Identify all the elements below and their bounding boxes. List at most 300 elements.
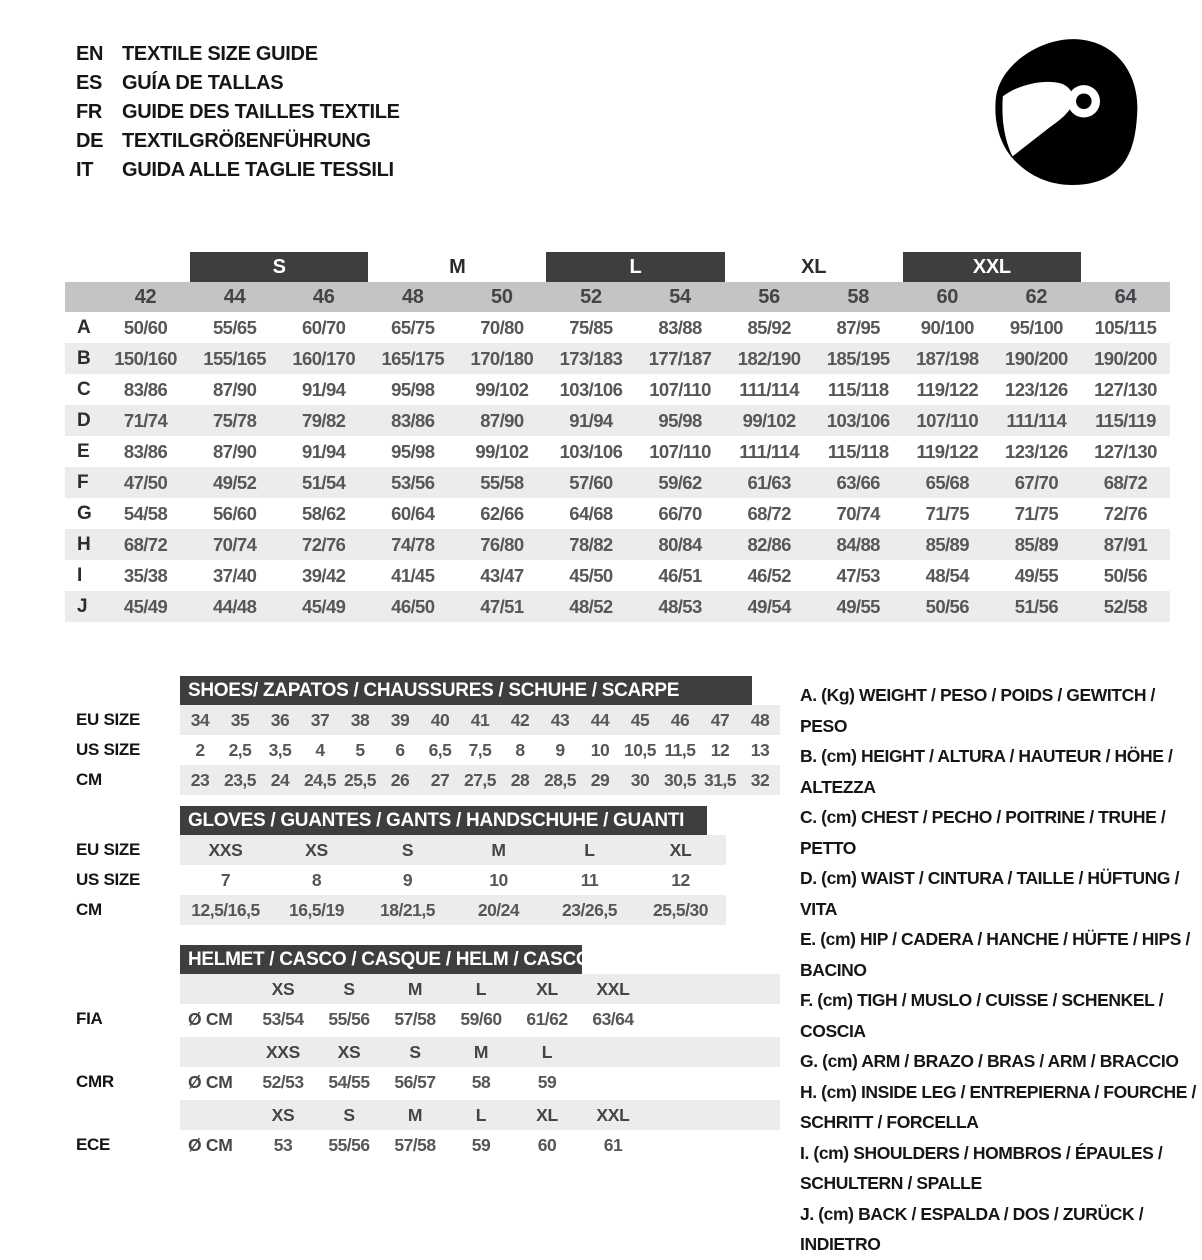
shoes-us-cell: 8 (515, 739, 525, 760)
shoes-us-cell: 2 (195, 739, 205, 760)
measurement-rows (65, 312, 1170, 622)
helmet-size-cell: L (475, 978, 487, 999)
measurement-cell: 78/82 (569, 533, 613, 555)
guide-title: GUÍA DE TALLAS (122, 72, 284, 94)
measurement-cell: 190/200 (1094, 347, 1157, 369)
measurement-cell: 70/74 (212, 533, 257, 555)
gloves-cm-cell: 23/26,5 (562, 899, 617, 920)
helmet-size-cell: M (407, 978, 423, 999)
measurement-cell: 80/84 (658, 533, 702, 555)
shoes-eu-cell: 43 (550, 709, 570, 730)
table-row (65, 374, 1170, 405)
measurement-cell: 43/47 (480, 564, 524, 586)
measurement-cell: 119/122 (916, 440, 979, 462)
legend-item: G. (cm) ARM / BRAZO / BRAS / ARM / BRACCIO (800, 1051, 1179, 1071)
shoes-us-cell: 13 (750, 739, 770, 760)
helmet-cm-cell: 60 (537, 1134, 557, 1155)
measurement-cell: 173/183 (559, 347, 623, 369)
gloves-eu-cell: L (584, 839, 595, 860)
helmet-cm-cell: 61/62 (526, 1008, 568, 1029)
helmet-cm-cell: 56/57 (394, 1071, 436, 1092)
measurement-cell: 107/110 (649, 378, 711, 400)
shoes-cm-cell: 28 (510, 769, 530, 790)
measurement-cell: 85/89 (1014, 533, 1059, 555)
numeric-size-cell: 42 (134, 285, 157, 308)
helmet-values-row (180, 1004, 780, 1034)
measurement-cell: 48/54 (925, 564, 969, 586)
shoes-cm-cell: 29 (590, 769, 610, 790)
diameter-unit-label: Ø CM (188, 1008, 233, 1029)
measurement-cell: 49/52 (212, 471, 257, 493)
ece-standard-label: ECE (76, 1135, 111, 1154)
helmet-cm-cell: 59 (537, 1071, 557, 1092)
legend-item: B. (cm) HEIGHT / ALTURA / HAUTEUR / HÖHE / ALTEZZA (800, 746, 1173, 797)
measurement-cell: 37/40 (212, 564, 257, 586)
measurement-cell: 57/60 (569, 471, 613, 493)
shoes-us-cell: 6,5 (428, 739, 452, 760)
shoes-us-cell: 6 (395, 739, 405, 760)
shoes-us-cell: 2,5 (228, 739, 252, 760)
diameter-unit-label: Ø CM (188, 1134, 233, 1155)
shoes-cm-cell: 24 (270, 769, 290, 790)
helmet-table-title: HELMET / CASCO / CASQUE / HELM / CASCO (180, 945, 582, 974)
measurement-cell: 95/98 (658, 409, 702, 431)
shoes-cm-cell: 27,5 (463, 769, 497, 790)
measurement-cell: 46/51 (658, 564, 702, 586)
measurement-cell: 111/114 (739, 378, 799, 400)
measurement-cell: 75/85 (569, 316, 613, 338)
helmet-size-cell: XS (337, 1041, 361, 1062)
row-letter: E (77, 440, 90, 462)
helmet-size-cell: XS (271, 1104, 295, 1125)
measurement-cell: 60/64 (391, 502, 435, 524)
numeric-size-cell: 44 (223, 285, 246, 308)
table-row (65, 529, 1170, 560)
measurement-cell: 99/102 (742, 409, 796, 431)
measurement-cell: 83/86 (123, 378, 168, 400)
shoes-eu-row (180, 705, 780, 735)
shoes-cm-cell: 24,5 (303, 769, 337, 790)
measurement-cell: 115/118 (827, 440, 889, 462)
measurement-cell: 59/62 (658, 471, 702, 493)
gloves-eu-row (180, 835, 726, 865)
guide-title: TEXTILE SIZE GUIDE (122, 43, 318, 65)
guide-title: GUIDE DES TAILLES TEXTILE (122, 101, 400, 123)
shoes-us-cell: 9 (555, 739, 565, 760)
measurement-cell: 47/53 (836, 564, 880, 586)
helmet-size-cell: L (475, 1104, 487, 1125)
measurement-cell: 48/52 (569, 595, 613, 617)
measurement-cell: 46/50 (391, 595, 435, 617)
measurement-cell: 83/88 (658, 316, 702, 338)
helmet-cm-cell: 57/58 (394, 1134, 436, 1155)
numeric-size-cell: 62 (1025, 285, 1048, 308)
measurement-cell: 165/175 (381, 347, 445, 369)
measurement-cell: 115/119 (1095, 409, 1156, 431)
shoes-cm-cell: 25,5 (343, 769, 377, 790)
measurement-cell: 103/106 (559, 440, 623, 462)
measurement-cell: 95/98 (391, 440, 435, 462)
row-letter: D (77, 409, 91, 431)
gloves-cm-cell: 20/24 (477, 899, 520, 920)
size-group-label: S (190, 252, 368, 282)
helmet-size-cell: XXL (596, 1104, 630, 1125)
gloves-cm-cell: 16,5/19 (289, 899, 344, 920)
measurement-cell: 50/60 (123, 316, 168, 338)
gloves-us-cell: 11 (580, 869, 599, 890)
shoes-eu-cell: 39 (390, 709, 410, 730)
measurement-cell: 71/75 (925, 502, 969, 524)
guide-title: TEXTILGRÖßENFÜHRUNG (122, 130, 371, 152)
measurement-cell: 115/118 (827, 378, 889, 400)
fia-standard-label: FIA (76, 1009, 103, 1028)
numeric-size-cell: 54 (669, 285, 691, 308)
shoes-cm-cell: 32 (750, 769, 770, 790)
measurement-cell: 84/88 (836, 533, 880, 555)
row-letter: G (77, 502, 92, 524)
gloves-cm-cell: 18/21,5 (380, 899, 435, 920)
measurement-cell: 107/110 (649, 440, 711, 462)
measurement-cell: 65/68 (925, 471, 969, 493)
numeric-size-cell: 56 (758, 285, 780, 308)
measurement-cell: 68/72 (123, 533, 168, 555)
measurement-cell: 44/48 (212, 595, 257, 617)
gloves-table-title: GLOVES / GUANTES / GANTS / HANDSCHUHE / GUANTI (180, 806, 707, 835)
shoes-size-table (180, 676, 780, 795)
legend-item: H. (cm) INSIDE LEG / ENTREPIERNA / FOURCHE / SCHRITT / FORCELLA (800, 1081, 1196, 1132)
helmet-size-cell: M (407, 1104, 423, 1125)
measurement-cell: 35/38 (123, 564, 168, 586)
shoes-us-cell: 12 (710, 739, 730, 760)
measurement-cell: 91/94 (569, 409, 613, 431)
gloves-us-size-label: US SIZE (76, 870, 141, 889)
measurement-cell: 187/198 (915, 347, 979, 369)
language-header-row (76, 98, 400, 127)
measurement-cell: 51/54 (302, 471, 346, 493)
numeric-size-cell: 46 (312, 285, 335, 308)
helmet-cm-cell: 54/55 (328, 1071, 370, 1092)
measurement-cell: 39/42 (302, 564, 346, 586)
shoes-eu-cell: 41 (470, 709, 490, 730)
measurement-cell: 58/62 (302, 502, 346, 524)
row-letter: J (77, 595, 88, 617)
row-letter: B (77, 347, 91, 369)
measurement-cell: 41/45 (391, 564, 435, 586)
gloves-us-row (180, 865, 726, 895)
language-code: DE (76, 130, 104, 152)
measurement-cell: 68/72 (747, 502, 791, 524)
measurement-cell: 87/90 (212, 378, 257, 400)
table-row (65, 405, 1170, 436)
measurement-legend (800, 680, 1202, 1260)
helmet-cm-cell: 55/56 (328, 1134, 370, 1155)
shoes-cm-cell: 30 (630, 769, 650, 790)
measurement-cell: 70/74 (836, 502, 880, 524)
row-letter: I (77, 564, 82, 586)
gloves-eu-cell: XL (669, 839, 692, 860)
helmet-size-cell (580, 1037, 646, 1067)
measurement-cell: 170/180 (470, 347, 534, 369)
numeric-size-cell: 60 (936, 285, 959, 308)
legend-item: F. (cm) TIGH / MUSLO / CUISSE / SCHENKEL / COSCIA (800, 990, 1164, 1041)
language-code: ES (76, 72, 103, 94)
measurement-cell: 99/102 (475, 440, 529, 462)
table-row (65, 560, 1170, 591)
shoes-eu-cell: 35 (230, 709, 250, 730)
measurement-cell: 83/86 (123, 440, 168, 462)
main-size-table (65, 252, 1170, 622)
legend-item: D. (cm) WAIST / CINTURA / TAILLE / HÜFTUNG / VITA (800, 868, 1180, 919)
helmet-sizes-row (180, 1100, 780, 1130)
measurement-cell: 123/126 (1005, 378, 1068, 400)
language-header-row (76, 156, 400, 185)
helmet-cm-cell: 55/56 (328, 1008, 370, 1029)
shoes-us-cell: 4 (315, 739, 325, 760)
measurement-cell: 185/195 (826, 347, 890, 369)
measurement-cell: 62/66 (480, 502, 524, 524)
gloves-cm-row (180, 895, 726, 925)
helmet-size-cell: S (409, 1041, 421, 1062)
empty-cell (180, 1100, 250, 1130)
gloves-us-cell: 9 (402, 869, 413, 890)
table-row (65, 498, 1170, 529)
size-group-label: XL (801, 255, 827, 278)
shoes-us-cell: 3,5 (268, 739, 292, 760)
measurement-cell: 46/52 (747, 564, 791, 586)
measurement-cell: 95/100 (1009, 316, 1063, 338)
numeric-size-cell: 58 (847, 285, 870, 308)
measurement-cell: 52/58 (1103, 595, 1148, 617)
measurement-cell: 45/50 (569, 564, 613, 586)
helmet-size-cell: L (541, 1041, 553, 1062)
measurement-cell: 155/165 (203, 347, 266, 369)
row-letter: A (77, 316, 91, 338)
helmet-cm-cell: 61 (603, 1134, 623, 1155)
empty-cell (180, 1037, 250, 1067)
numeric-size-cell: 64 (1114, 285, 1137, 308)
measurement-cell: 182/190 (737, 347, 801, 369)
helmet-cm-cell: 52/53 (262, 1071, 304, 1092)
measurement-cell: 90/100 (920, 316, 974, 338)
shoes-eu-cell: 46 (670, 709, 690, 730)
gloves-eu-cell: XXS (208, 839, 243, 860)
measurement-cell: 51/56 (1014, 595, 1059, 617)
measurement-cell: 49/55 (836, 595, 880, 617)
legend-item: E. (cm) HIP / CADERA / HANCHE / HÜFTE / HIPS / BACINO (800, 929, 1190, 980)
measurement-cell: 85/89 (925, 533, 969, 555)
measurement-cell: 99/102 (475, 378, 529, 400)
measurement-cell: 87/95 (836, 316, 880, 338)
measurement-cell: 53/56 (391, 471, 435, 493)
shoes-eu-cell: 47 (710, 709, 730, 730)
helmet-size-cell: S (343, 978, 355, 999)
helmet-cm-cell: 59/60 (460, 1008, 502, 1029)
gloves-eu-cell: S (401, 839, 414, 860)
shoes-us-cell: 10 (590, 739, 610, 760)
measurement-cell: 87/91 (1103, 533, 1148, 555)
measurement-cell: 68/72 (1103, 471, 1148, 493)
measurement-cell: 60/70 (302, 316, 346, 338)
measurement-cell: 47/51 (480, 595, 524, 617)
gloves-us-cell: 7 (220, 869, 231, 890)
language-header-row (76, 69, 400, 98)
shoes-eu-size-label: EU SIZE (76, 710, 141, 729)
shoes-cm-cell: 23 (190, 769, 210, 790)
measurement-cell: 87/90 (212, 440, 257, 462)
shoes-us-cell: 10,5 (623, 739, 657, 760)
legend-item: I. (cm) SHOULDERS / HOMBROS / ÉPAULES / SCHULTERN / SPALLE (800, 1142, 1163, 1193)
table-row (65, 436, 1170, 467)
measurement-cell: 91/94 (302, 440, 346, 462)
measurement-cell: 119/122 (916, 378, 979, 400)
helmet-sizes-row (180, 1037, 780, 1067)
helmet-cm-cell: 63/64 (592, 1008, 634, 1029)
measurement-cell: 55/58 (480, 471, 524, 493)
measurement-cell: 103/106 (559, 378, 623, 400)
measurement-cell: 85/92 (747, 316, 791, 338)
shoes-cm-row (180, 765, 780, 795)
measurement-cell: 75/78 (212, 409, 257, 431)
shoes-eu-cell: 48 (750, 709, 770, 730)
shoes-table-title: SHOES/ ZAPATOS / CHAUSSURES / SCHUHE / SCARPE (180, 676, 752, 705)
gloves-cm-cell: 25,5/30 (653, 899, 708, 920)
helmet-size-cell: XL (536, 1104, 558, 1125)
shoes-cm-cell: 30,5 (663, 769, 697, 790)
legend-item: A. (Kg) WEIGHT / PESO / POIDS / GEWITCH / PESO (800, 685, 1155, 736)
shoes-cm-cell: 31,5 (703, 769, 737, 790)
language-header-row (76, 40, 400, 69)
measurement-cell: 55/65 (212, 316, 257, 338)
measurement-cell: 127/130 (1094, 378, 1157, 400)
shoes-cm-cell: 27 (430, 769, 450, 790)
measurement-cell: 70/80 (480, 316, 524, 338)
shoes-eu-cell: 45 (630, 709, 650, 730)
measurement-cell: 48/53 (658, 595, 702, 617)
measurement-cell: 49/55 (1014, 564, 1059, 586)
shoes-eu-cell: 44 (590, 709, 610, 730)
helmet-size-cell: S (343, 1104, 355, 1125)
measurement-cell: 64/68 (569, 502, 613, 524)
measurement-cell: 65/75 (391, 316, 435, 338)
shoes-eu-cell: 40 (430, 709, 450, 730)
measurement-cell: 79/82 (302, 409, 346, 431)
measurement-cell: 66/70 (658, 502, 702, 524)
measurement-cell: 63/66 (836, 471, 880, 493)
measurement-cell: 177/187 (648, 347, 712, 369)
helmet-cm-cell: 59 (471, 1134, 491, 1155)
numeric-size-cell: 52 (580, 285, 602, 308)
helmet-values-row (180, 1130, 780, 1160)
shoes-cm-cell: 26 (390, 769, 410, 790)
diameter-unit-label: Ø CM (188, 1071, 233, 1092)
language-header-row (76, 127, 400, 156)
guide-title: GUIDA ALLE TAGLIE TESSILI (122, 159, 394, 181)
shoes-us-cell: 7,5 (468, 739, 492, 760)
row-letter: F (77, 471, 89, 493)
measurement-cell: 67/70 (1014, 471, 1059, 493)
measurement-cell: 49/54 (747, 595, 791, 617)
section-gap (180, 1160, 780, 1163)
helmet-standard-section (180, 974, 780, 1037)
size-group-label: L (546, 252, 724, 282)
measurement-cell: 91/94 (302, 378, 346, 400)
language-code: IT (76, 159, 94, 181)
shoes-cm-cell: 23,5 (223, 769, 257, 790)
helmet-sizes-row (180, 974, 780, 1004)
table-row (65, 467, 1170, 498)
measurement-cell: 87/90 (480, 409, 524, 431)
helmet-cm-cell (580, 1067, 646, 1097)
measurement-cell: 107/110 (916, 409, 979, 431)
measurement-cell: 111/114 (1006, 409, 1067, 431)
helmet-cm-cell: 53 (273, 1134, 293, 1155)
numeric-size-row (65, 282, 1170, 312)
measurement-cell: 150/160 (114, 347, 177, 369)
helmet-size-cell: XS (271, 978, 295, 999)
measurement-cell: 50/56 (925, 595, 969, 617)
table-row (65, 312, 1170, 343)
legend-item: J. (cm) BACK / ESPALDA / DOS / ZURÜCK / INDIETRO (800, 1203, 1144, 1254)
row-letter: C (77, 378, 91, 400)
gloves-cm-label: CM (76, 900, 102, 919)
numeric-size-cell: 48 (401, 285, 424, 308)
measurement-cell: 123/126 (1005, 440, 1068, 462)
row-letter: H (77, 533, 91, 555)
measurement-cell: 56/60 (212, 502, 257, 524)
measurement-cell: 50/56 (1103, 564, 1148, 586)
measurement-cell: 76/80 (480, 533, 524, 555)
helmet-size-cell: XXL (596, 978, 630, 999)
shoes-eu-cell: 36 (270, 709, 290, 730)
gloves-eu-size-label: EU SIZE (76, 840, 141, 859)
helmet-standard-section (180, 1100, 780, 1163)
measurement-cell: 45/49 (123, 595, 168, 617)
size-group-label: M (449, 255, 466, 278)
gloves-size-table (180, 806, 726, 925)
racing-helmet-icon (985, 30, 1147, 192)
language-code: FR (76, 101, 103, 123)
helmet-cm-cell: 58 (471, 1071, 491, 1092)
shoes-us-cell: 5 (355, 739, 365, 760)
helmet-size-cell: M (473, 1041, 489, 1062)
shoes-us-cell: 11,5 (664, 739, 696, 760)
shoes-eu-cell: 42 (510, 709, 530, 730)
measurement-cell: 71/75 (1014, 502, 1059, 524)
numeric-size-cell: 50 (491, 285, 513, 308)
size-group-label: XXL (903, 252, 1081, 282)
table-row (65, 343, 1170, 374)
measurement-cell: 72/76 (1103, 502, 1148, 524)
helmet-standard-section (180, 1037, 780, 1100)
measurement-cell: 103/106 (826, 409, 890, 431)
cmr-standard-label: CMR (76, 1072, 114, 1091)
helmet-size-table (180, 945, 780, 1163)
shoes-us-size-label: US SIZE (76, 740, 141, 759)
shoes-eu-cell: 38 (350, 709, 370, 730)
gloves-us-cell: 10 (489, 869, 508, 890)
measurement-cell: 45/49 (302, 595, 346, 617)
gloves-us-cell: 8 (311, 869, 322, 890)
empty-cell (180, 974, 250, 1004)
measurement-cell: 71/74 (123, 409, 168, 431)
table-row (65, 591, 1170, 622)
gloves-eu-cell: M (491, 839, 506, 860)
size-group-header (65, 252, 1170, 282)
language-header (76, 40, 400, 185)
gloves-cm-cell: 12,5/16,5 (191, 899, 260, 920)
measurement-cell: 190/200 (1005, 347, 1068, 369)
corner-cell (65, 282, 101, 312)
